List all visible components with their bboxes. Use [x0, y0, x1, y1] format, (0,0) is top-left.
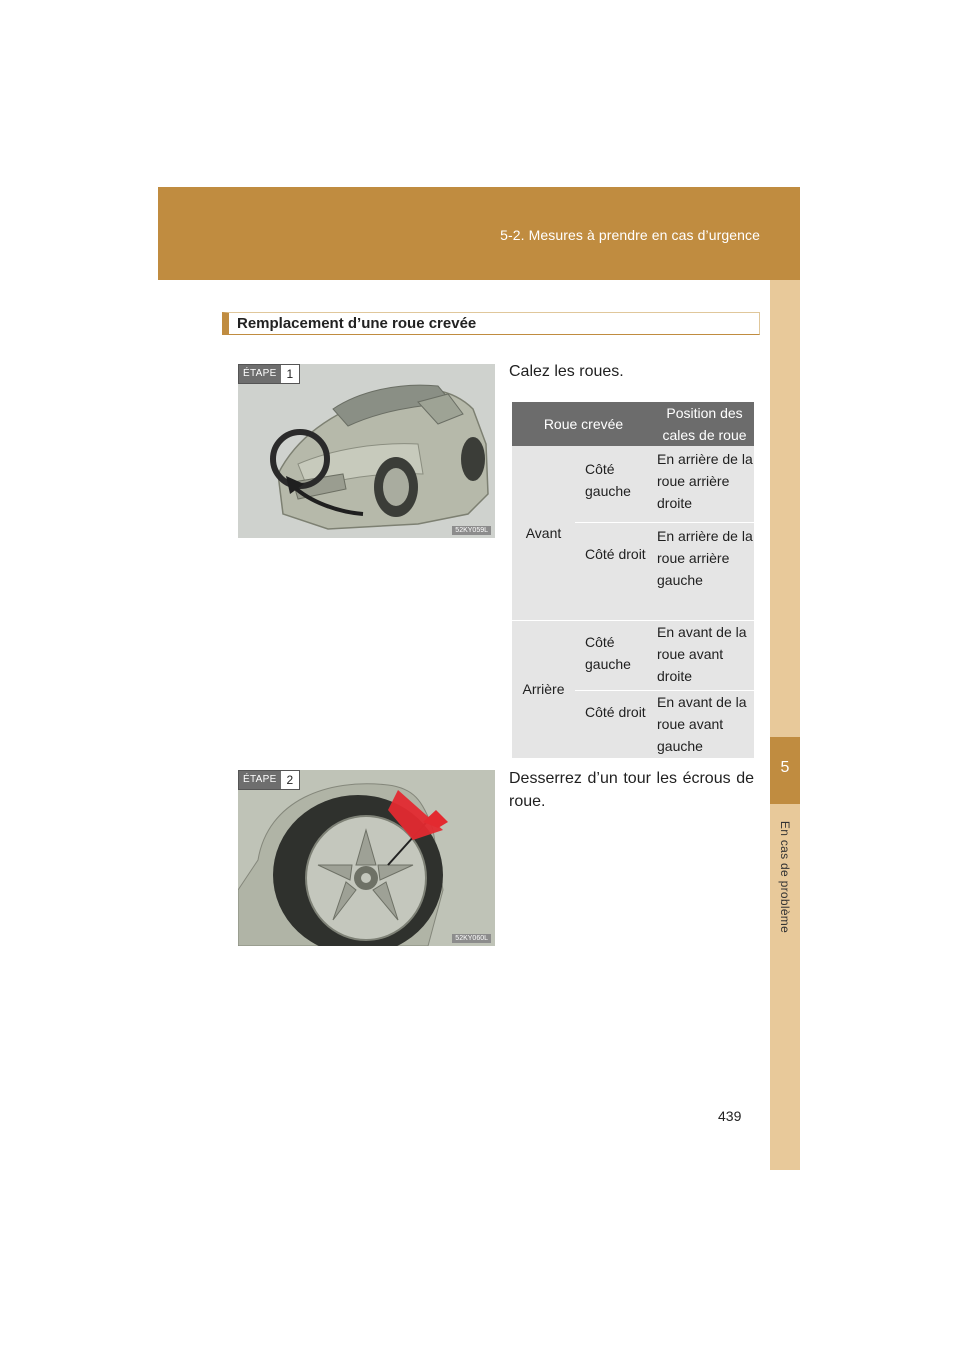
chapter-side-strip — [770, 280, 800, 1170]
page-number: 439 — [718, 1108, 742, 1124]
step1-badge-label: ÉTAPE — [239, 365, 281, 383]
step1-photo — [238, 364, 495, 538]
step1-badge — [238, 364, 300, 384]
step2-image-code: 52KY060L — [452, 934, 491, 943]
group-rear-label: Arrière — [512, 620, 575, 758]
wheel-nut-illustration — [238, 770, 495, 946]
group-front-label: Avant — [512, 446, 575, 620]
wheel-chock-table — [512, 402, 754, 759]
header-chock-position: Position des cales de roue — [655, 402, 754, 446]
row-position: En avant de la roue avant droite — [655, 620, 754, 690]
step1-image-code: 52KY059L — [452, 526, 491, 535]
step1-badge-number: 1 — [286, 367, 294, 381]
step1-text: Calez les roues. — [509, 363, 624, 380]
row-position: En avant de la roue avant gauche — [655, 690, 754, 758]
table-header-row — [512, 402, 754, 446]
row-position: En arrière de la roue arrière droite — [655, 446, 754, 522]
row-side: Côté gauche — [575, 620, 655, 690]
header-flat-tire: Roue crevée — [512, 402, 655, 446]
row-side: Côté droit — [575, 522, 655, 620]
step2-text: Desserrez d’un tour les écrous de roue. — [509, 770, 754, 810]
chapter-label: En cas de problème — [778, 820, 792, 934]
chapter-tab[interactable] — [770, 737, 800, 804]
row-side: Côté droit — [575, 690, 655, 758]
step2-photo — [238, 770, 495, 946]
table-row — [512, 446, 754, 522]
step2-badge-label: ÉTAPE — [239, 771, 281, 789]
chapter-number: 5 — [780, 759, 790, 776]
car-front-illustration — [238, 364, 495, 538]
header-section-title: 5-2. Mesures à prendre en cas d’urgence — [500, 227, 760, 243]
table-row — [512, 620, 754, 690]
section-heading — [222, 312, 760, 335]
step2-badge — [238, 770, 300, 790]
section-title: Remplacement d’une roue crevée — [237, 315, 477, 332]
header-band — [158, 187, 800, 280]
row-side: Côté gauche — [575, 446, 655, 522]
row-position: En arrière de la roue arrière gauche — [655, 522, 754, 620]
chapter-label-area — [770, 812, 800, 942]
step2-badge-number: 2 — [286, 773, 294, 787]
